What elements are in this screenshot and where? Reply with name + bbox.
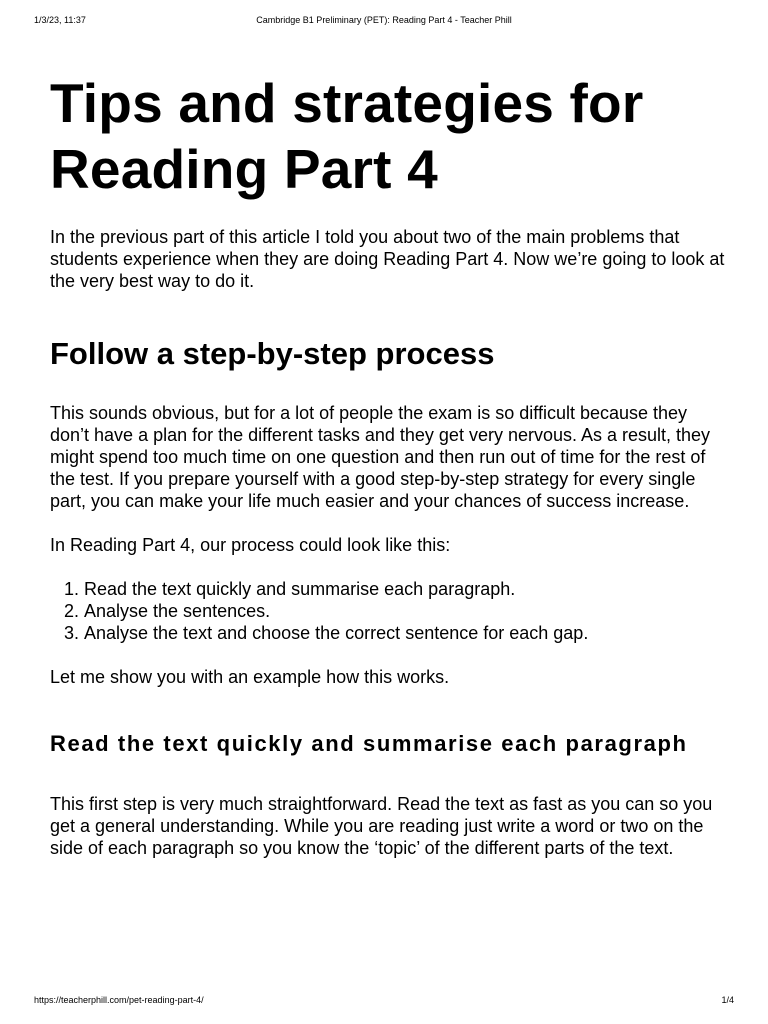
print-document-title: Cambridge B1 Preliminary (PET): Reading Part 4 - Teacher Phill [256, 15, 512, 25]
page-number: 1/4 [721, 995, 734, 1005]
paragraph-example: Let me show you with an example how this works. [50, 667, 450, 687]
step-item: 2. Analyse the sentences. [84, 600, 730, 622]
print-footer [34, 993, 734, 1007]
article-title: Tips and strategies for Reading Part 4 [50, 72, 644, 200]
article-content [50, 70, 730, 859]
steps-list [50, 578, 730, 644]
paragraph-process-intro: In Reading Part 4, our process could look like this: [50, 535, 451, 555]
intro-paragraph: In the previous part of this article I told you about two of the main problems that students experience when they are doing Reading Part 4. Now we’re going to look at the very best way to do it. [50, 227, 725, 291]
print-timestamp: 1/3/23, 11:37 [34, 15, 86, 25]
paragraph-first-step: This first step is very much straightforward. Read the text as fast as you can so you get a general understanding. While you are reading just write a word or two on the side of each paragraph so you know the ‘topic’ of the different parts of the text. [50, 794, 713, 858]
paragraph-obvious: This sounds obvious, but for a lot of people the exam is so difficult because they don’t have a plan for the different tasks and they get very nervous. As a result, they might spend too much time on one question and then run out of time for the rest of the test. If you prepare yourself with a good step-by-step strategy for every single part, you can make your life much easier and your chances of success increase. [50, 403, 711, 511]
section-heading-step-by-step: Follow a step-by-step process [50, 336, 495, 371]
step-item: 1. Read the text quickly and summarise each paragraph. [84, 578, 730, 600]
step-item: 3. Analyse the text and choose the correct sentence for each gap. [84, 622, 730, 644]
print-url: https://teacherphill.com/pet-reading-part-4/ [34, 995, 204, 1005]
print-header [34, 13, 734, 27]
subsection-heading-read-quickly: Read the text quickly and summarise each paragraph [50, 731, 688, 756]
